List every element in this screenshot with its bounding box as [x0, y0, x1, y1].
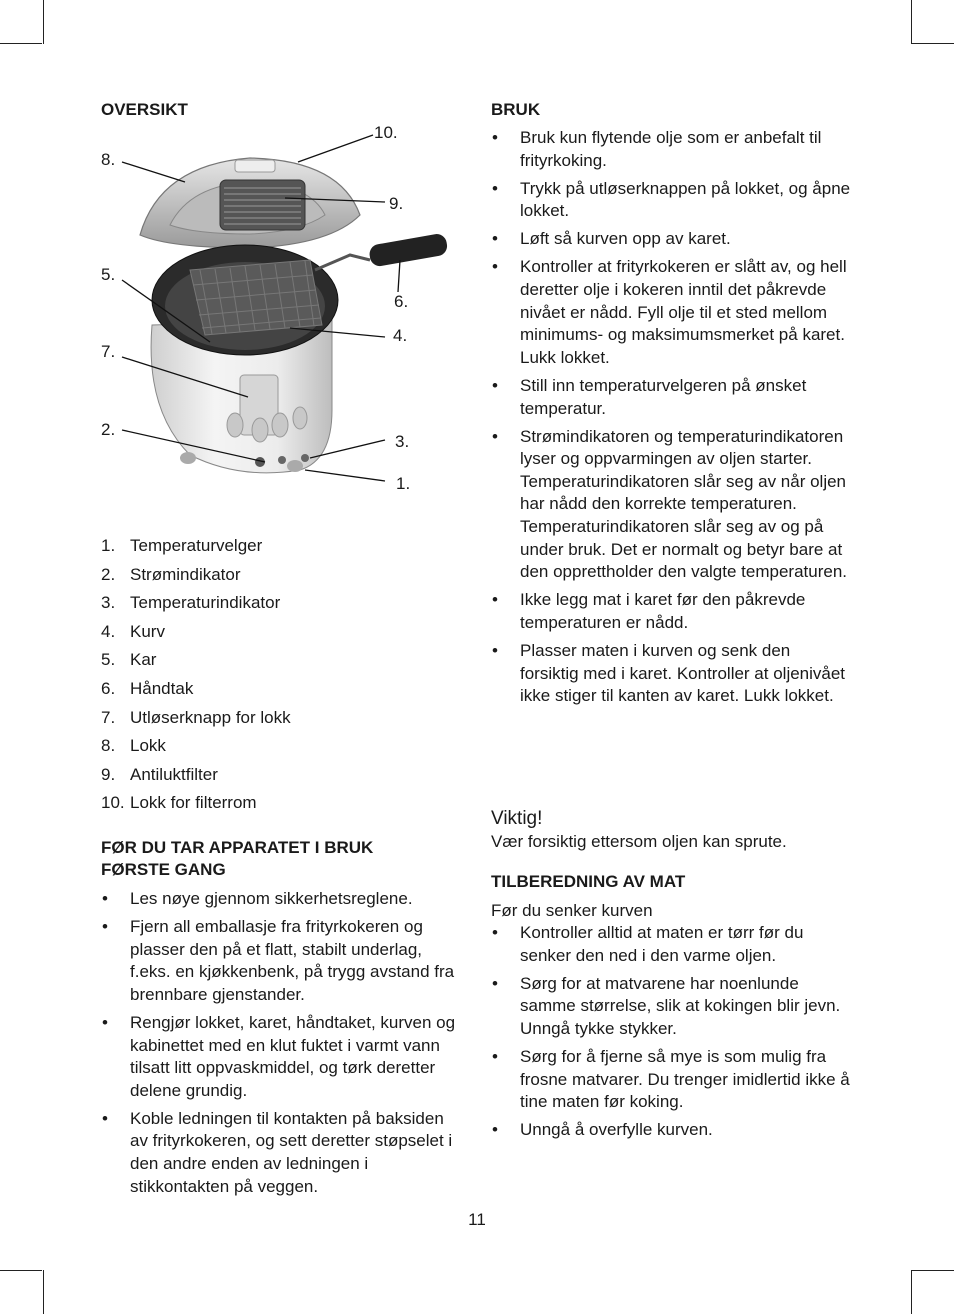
first-use-heading-line1: FØR DU TAR APPARATET I BRUK [101, 838, 374, 857]
crop-mark [0, 1270, 42, 1271]
bruk-heading: BRUK [491, 100, 541, 119]
tilberedning-heading: TILBEREDNING AV MAT [491, 872, 686, 891]
tilberedning-list [491, 922, 851, 1147]
tilberedning-intro: Før du senker kurven [491, 901, 653, 920]
list-item: • Fjern all emballasje fra frityrkokeren og plasser den på et flatt, stabilt underlag, f.eks. en kjøkkenbenk, på trygg avstand fra brennbare gjenstander. [101, 916, 466, 1006]
callout-3: 3. [395, 432, 410, 451]
list-item: 9. Antiluktfilter [101, 764, 218, 784]
first-use-list [101, 888, 466, 1204]
list-item: • Ikke legg mat i karet før den påkrevde temperaturen er nådd. [491, 589, 851, 634]
list-item: • Rengjør lokket, karet, håndtaket, kurven og kabinettet med en klut fuktet i varmt vann tilsatt litt oppvaskmiddel, og tørk deretter delene grundig. [101, 1012, 466, 1102]
page-number: 11 [468, 1210, 486, 1229]
callout-9: 9. [389, 194, 404, 213]
oversikt-heading: OVERSIKT [101, 100, 188, 119]
callout-8: 8. [101, 150, 116, 169]
callout-1: 1. [396, 474, 411, 493]
list-item: 6. Håndtak [101, 678, 194, 698]
callout-10: 10. [374, 123, 398, 142]
list-item: 5. Kar [101, 650, 157, 670]
list-item: 1. Temperaturvelger [101, 536, 263, 555]
list-item: • Kontroller at frityrkokeren er slått av, og hell deretter olje i kokeren inntil det påkrevde nivået er nådd. Fyll olje til et sted mellom minimums- og maksimumsmerket på karet. Lukk lokket. [491, 256, 851, 369]
crop-mark [911, 1270, 912, 1314]
list-item: • Løft så kurven opp av karet. [491, 228, 851, 251]
parts-list [101, 532, 461, 818]
list-item: • Les nøye gjennom sikkerhetsreglene. [101, 888, 466, 911]
viktig-title: Viktig! [491, 808, 543, 829]
crop-mark [43, 0, 44, 44]
callout-7: 7. [101, 342, 116, 361]
callout-5: 5. [101, 265, 116, 284]
list-item: • Still inn temperaturvelgeren på ønsket temperatur. [491, 375, 851, 420]
list-item: • Koble ledningen til kontakten på baksiden av frityrkokeren, og sett deretter støpselet i den andre enden av ledningen i stikkontakten på veggen. [101, 1108, 466, 1198]
list-item: • Plasser maten i kurven og senk den forsiktig med i karet. Kontroller at oljenivået ikke stiger til kanten av karet. Lukk lokket. [491, 640, 851, 708]
list-item: 4. Kurv [101, 621, 165, 641]
list-item: 8. Lokk [101, 736, 166, 756]
crop-mark [912, 1270, 954, 1271]
list-item: • Unngå å overfylle kurven. [491, 1119, 851, 1142]
list-item: • Sørg for at matvarene har noenlunde samme størrelse, slik at kokingen blir jevn. Unngå tykke stykker. [491, 973, 851, 1041]
callout-2: 2. [101, 420, 116, 439]
first-use-heading [101, 837, 373, 881]
crop-mark [43, 1270, 44, 1314]
list-item: 10. Lokk for filterrom [101, 793, 257, 813]
list-item: • Trykk på utløserknappen på lokket, og åpne lokket. [491, 178, 851, 223]
list-item: • Kontroller alltid at maten er tørr før du senker den ned i den varme oljen. [491, 922, 851, 967]
crop-mark [0, 43, 42, 44]
list-item: 3. Temperaturindikator [101, 593, 281, 613]
callout-6: 6. [394, 292, 409, 311]
crop-mark [912, 43, 954, 44]
list-item: • Sørg for å fjerne så mye is som mulig fra frosne matvarer. Du trenger imidlertid ikke å tine maten før koking. [491, 1046, 851, 1114]
list-item: 7. Utløserknapp for lokk [101, 707, 291, 727]
list-item: • Bruk kun flytende olje som er anbefalt til frityrkoking. [491, 127, 851, 172]
crop-mark [911, 0, 912, 44]
callout-4: 4. [393, 326, 408, 345]
list-item: 2. Strømindikator [101, 564, 241, 584]
first-use-heading-line2: FØRSTE GANG [101, 860, 226, 879]
bruk-list [491, 127, 851, 713]
viktig-text: Vær forsiktig ettersom oljen kan sprute. [491, 832, 787, 851]
list-item: • Strømindikatoren og temperaturindikatoren lyser og oppvarmingen av oljen starter. Temperaturindikatoren slår seg av når oljen har nådd den korrekte temperaturen. Temperaturindikatoren slår seg av og på under bruk. Det er normalt og betyr bare at den opprettholder den valgte temperaturen. [491, 426, 851, 584]
